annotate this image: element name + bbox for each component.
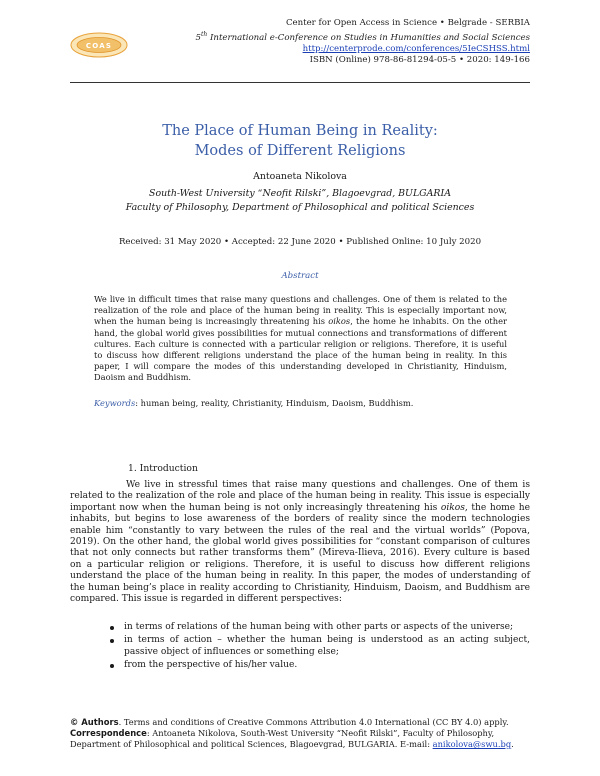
bullet-icon (110, 664, 114, 668)
header-info (196, 18, 530, 67)
affiliation-line-2: Faculty of Philosophy, Department of Philosophical and political Sciences (125, 201, 475, 213)
header-divider (70, 82, 530, 83)
coas-logo (70, 31, 128, 59)
affiliation-line-1: South-West University “Neofit Rilski”, Blagoevgrad, BULGARIA (149, 188, 451, 199)
bullet-icon (110, 626, 114, 630)
conference-url-link[interactable]: http://centerprode.com/conferences/5IeCSHSS.html (302, 44, 530, 55)
author-name: Antoaneta Nikolova (253, 171, 347, 182)
title-line-1: The Place of Human Being in Reality: (162, 123, 438, 139)
paper-title (60, 121, 540, 161)
bullet-icon (110, 639, 114, 643)
keywords-label: Keywords (94, 398, 136, 408)
abstract-text: We live in difficult times that raise many questions and challenges. One of them is related to the realization of the role and place of the human being in reality. This is especially important now, when the human being is increasingly threatening his oikos, the home he inhabits. On the other hand, the global world gives possibilities for mutual connections and transformations of different cultures. Each culture is connected with a particular religion or religions. Therefore, it is useful to discuss how different religions understand the place of the human being in reality. In this paper, I will compare the modes of this understanding developed in Christianity, Hinduism, Daoism and Buddhism. (94, 294, 507, 383)
list-item: in terms of relations of the human being with other parts or aspects of the universe; (110, 622, 530, 633)
correspondence-note: Correspondence: Antoaneta Nikolova, South-West University “Neofit Rilski”, Faculty of Philosophy, Department of Philosophical and political Sciences, Blagoevgrad, BULGARIA. E-mail: anikolova@swu.bg. (70, 728, 514, 749)
svg-text:COAS: COAS (85, 42, 113, 50)
list-item: from the perspective of his/her value. (110, 660, 530, 671)
header-isbn: ISBN (Online) 978-86-81294-05-5 • 2020: 149-166 (309, 55, 530, 66)
publication-dates: Received: 31 May 2020 • Accepted: 22 June 2020 • Published Online: 10 July 2020 (118, 237, 482, 247)
keywords-text: : human being, reality, Christianity, Hinduism, Daoism, Buddhism. (135, 398, 414, 408)
email-link[interactable]: anikolova@swu.bg (432, 739, 512, 749)
bullet-list (110, 622, 530, 674)
section-heading: 1. Introduction (128, 463, 198, 474)
license-note: © Authors. Terms and conditions of Creative Commons Attribution 4.0 International (CC BY 4.0) apply. (70, 717, 509, 727)
list-item: in terms of action – whether the human being is understood as an acting subject, passive object of influences or something else; (110, 635, 530, 658)
title-line-2: Modes of Different Religions (194, 143, 406, 159)
author-affiliation (60, 187, 540, 214)
header-conference: 5th International e-Conference on Studies in Humanities and Social Sciences (195, 31, 530, 44)
header-center-line: Center for Open Access in Science • Belgrade - SERBIA (285, 18, 530, 28)
keywords (94, 398, 507, 408)
intro-paragraph: We live in stressful times that raise many questions and challenges. One of them is related to the realization of the role and place of the human being in reality. This issue is especially important now when the human being is not only increasingly threatening his oikos, the home he inhabits, but begins to lose awareness of the borders of reality since the modern technologies enable him “constantly to vary between the rules of the real and the virtual worlds” (Popova, 2019). On the other hand, the global world gives possibilities for “constant comparison of cultures that not only connects but rather transforms them” (Mireva-Ilieva, 2016). Every culture is based on a particular religion or religions. Therefore, it is useful to discuss how different religions understand the place of the human being in reality. In this paper, the modes of understanding of the human being’s place in reality according to Christianity, Hinduism, Daoism, and Buddhism are compared. This issue is regarded in different perspectives: (70, 480, 531, 605)
abstract-heading: Abstract (281, 271, 319, 281)
footer-notes (70, 717, 530, 750)
